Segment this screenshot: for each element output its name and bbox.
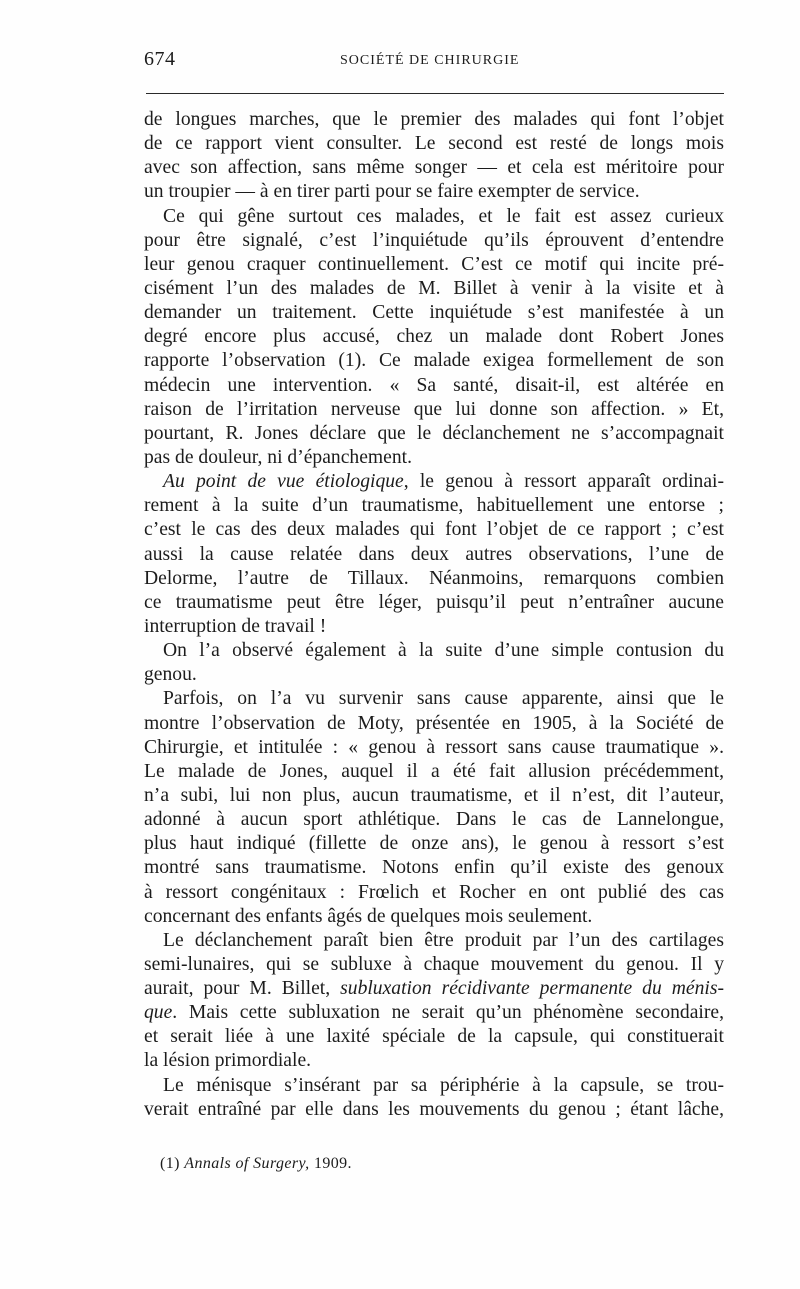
text-line: pour être signalé, c’est l’inquiétude qu’ils éprouvent d’entendre [144,229,724,251]
text-line: On l’a observé également à la suite d’une simple contusion du [163,640,724,662]
text-line: montré sans traumatisme. Notons enfin qu’il existe des genoux [144,857,724,879]
text-line: rapporte l’observation (1). Ce malade exigea formellement de son [144,350,724,372]
page-number: 674 [144,48,176,70]
text-line: médecin une intervention. « Sa santé, disait-il, est altérée en [144,374,724,396]
text-line: leur genou craquer continuellement. C’est ce motif qui incite pré- [144,253,724,275]
text-line: Au point de vue étiologique, le genou à ressort apparaît ordinai- [163,471,724,493]
text-line: semi-lunaires, qui se subluxe à chaque mouvement du genou. Il y [144,953,724,975]
text-line: rement à la suite d’un traumatisme, habituellement une entorse ; [144,495,724,517]
text-line: montre l’observation de Moty, présentée en 1905, à la Société de [144,712,724,734]
text-line: aussi la cause relatée dans deux autres observations, l’une de [144,543,724,565]
text-line: la lésion primordiale. [144,1050,312,1072]
text-line: Ce qui gêne surtout ces malades, et le fait est assez curieux [163,205,724,227]
text-line: degré encore plus accusé, chez un malade dont Robert Jones [144,326,724,348]
text-line: aurait, pour M. Billet, subluxation récidivante permanente du ménis- [144,978,724,1000]
text-line: concernant des enfants âgés de quelques mois seulement. [144,905,593,927]
text-line: ce traumatisme peut être léger, puisqu’il peut n’entraîner aucune [144,591,724,613]
text-line: raison de l’irritation nerveuse que lui donne son affection. » Et, [144,398,724,420]
text-line: avec son affection, sans même songer — et cela est méritoire pour [144,157,724,179]
text-line: un troupier — à en tirer parti pour se faire exempter de service. [144,181,640,203]
text-line: de longues marches, que le premier des malades qui font l’objet [144,109,724,130]
text-line: et serait liée à une laxité spéciale de la capsule, qui constituerait [144,1026,724,1048]
text-line: Delorme, l’autre de Tillaux. Néanmoins, remarquons combien [144,567,724,589]
text-line: que. Mais cette subluxation ne serait qu’un phénomène secondaire, [144,1002,724,1024]
text-line: Chirurgie, et intitulée : « genou à ressort sans cause traumatique ». [144,736,724,758]
text-line: verait entraîné par elle dans les mouvements du genou ; étant lâche, [144,1098,724,1120]
text-line: n’a subi, lui non plus, aucun traumatisme, et il n’est, dit l’auteur, [144,784,724,806]
body-text [144,108,724,1122]
text-line: genou. [144,664,197,686]
text-line: c’est le cas des deux malades qui font l’objet de ce rapport ; c’est [144,519,724,541]
text-line: plus haut indiqué (fillette de onze ans), le genou à ressort s’est [144,833,724,855]
text-line: Le malade de Jones, auquel il a été fait allusion précédemment, [144,760,724,782]
text-line: Le ménisque s’insérant par sa périphérie à la capsule, se trou- [163,1074,724,1096]
footnote-marker: (1) [160,1155,180,1172]
header-rule [146,93,724,94]
running-head: SOCIÉTÉ DE CHIRURGIE [340,53,520,68]
text-line: pourtant, R. Jones déclare que le déclanchement ne s’accompagnait [144,422,724,444]
text-line: adonné à aucun sport athlétique. Dans le cas de Lannelongue, [144,809,724,831]
text-line: de ce rapport vient consulter. Le second est resté de longs mois [144,133,724,155]
page-header [144,48,724,82]
text-line: demander un traitement. Cette inquiétude s’est manifestée à un [144,302,724,324]
footnote-source: Annals of Surgery, [184,1155,310,1172]
text-line: à ressort congénitaux : Frœlich et Rocher en ont publié des cas [144,881,724,903]
text-line: cisément l’un des malades de M. Billet à venir à la visite et à [144,277,724,299]
text-line: Parfois, on l’a vu survenir sans cause apparente, ainsi que le [163,688,724,710]
text-line: Le déclanchement paraît bien être produit par l’un des cartilages [163,929,724,951]
footnote [160,1155,352,1173]
text-line: interruption de travail ! [144,615,327,637]
footnote-year: 1909. [313,1155,352,1172]
text-line: pas de douleur, ni d’épanchement. [144,446,412,468]
